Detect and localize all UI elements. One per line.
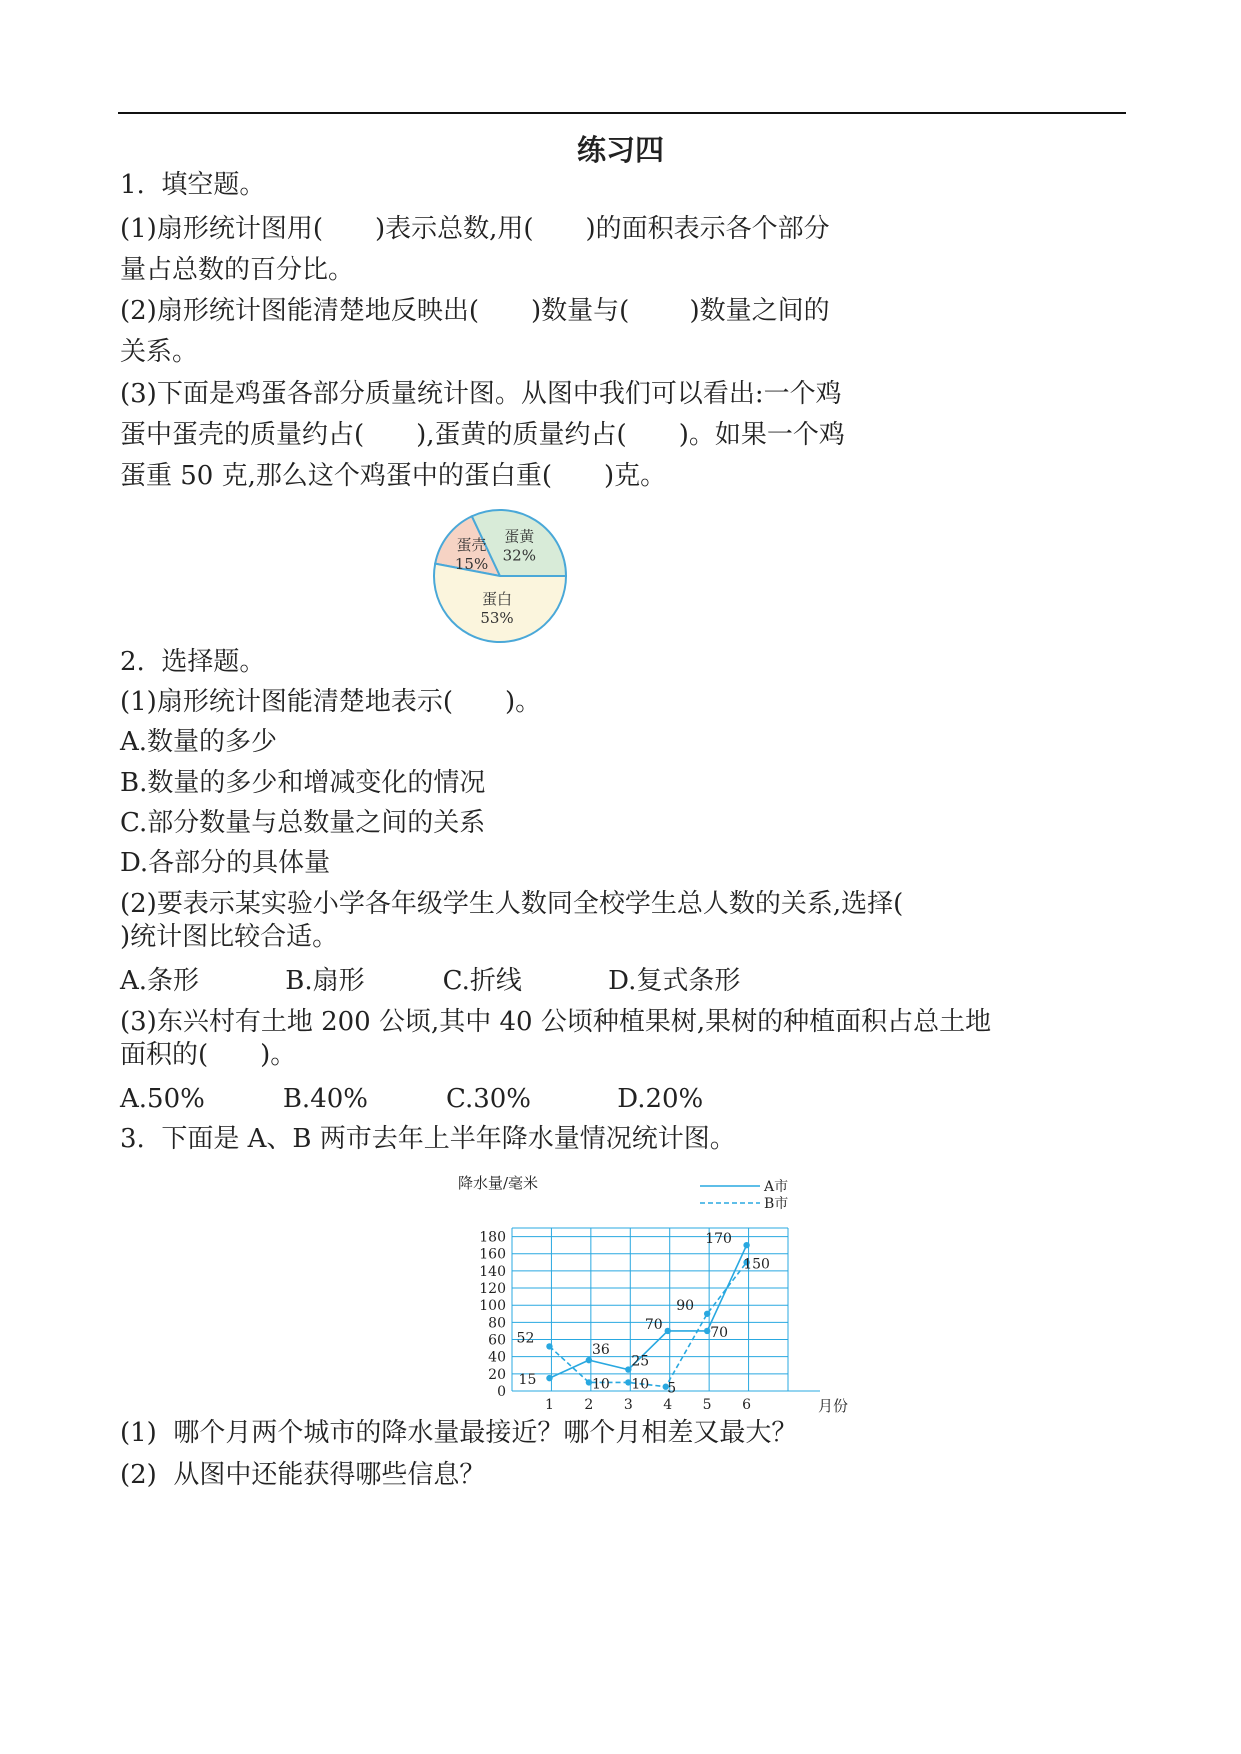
- q1-1-line1: (1)扇形统计图用( )表示总数,用( )的面积表示各个部分: [120, 214, 830, 244]
- series-a-point: [665, 1328, 671, 1334]
- y-tick-label: 60: [488, 1332, 506, 1349]
- y-tick-label: 100: [479, 1298, 506, 1315]
- series-b-data-label: 150: [743, 1256, 770, 1273]
- page-title: 练习四: [576, 133, 664, 167]
- q2-1-option-d: D.各部分的具体量: [120, 848, 331, 878]
- pie-slice-white-name: 蛋白: [481, 589, 512, 608]
- q1-3-line1: (3)下面是鸡蛋各部分质量统计图。从图中我们可以看出:一个鸡: [120, 379, 842, 409]
- pie-slice-shell-name: 蛋壳: [456, 535, 487, 554]
- q2-1-option-c: C.部分数量与总数量之间的关系: [120, 808, 486, 838]
- series-b-data-label: 52: [516, 1330, 535, 1347]
- q1-3-line3: 蛋重 50 克,那么这个鸡蛋中的蛋白重( )克。: [120, 461, 667, 491]
- x-tick-label: 5: [702, 1397, 712, 1413]
- series-b-data-label: 5: [667, 1380, 677, 1397]
- y-tick-label: 160: [479, 1246, 506, 1263]
- x-tick-label: 4: [663, 1397, 673, 1413]
- q3-1-question: (1) 哪个月两个城市的降水量最接近？哪个月相差又最大？: [120, 1418, 798, 1448]
- x-axis-label: 月份: [818, 1397, 849, 1415]
- q2-2-options: A.条形 B.扇形 C.折线 D.复式条形: [120, 966, 741, 996]
- series-a-data-label: 25: [631, 1353, 650, 1370]
- q1-1-line2: 量占总数的百分比。: [120, 255, 355, 285]
- series-a-data-label: 15: [518, 1372, 537, 1389]
- series-b-data-label: 10: [591, 1376, 610, 1393]
- y-tick-label: 180: [479, 1229, 506, 1246]
- q1-3-line2: 蛋中蛋壳的质量约占( ),蛋黄的质量约占( )。如果一个鸡: [120, 420, 845, 450]
- y-tick-label: 40: [488, 1349, 506, 1366]
- series-a-data-label: 70: [644, 1316, 663, 1333]
- series-b-data-label: 10: [631, 1376, 650, 1393]
- pie-slice-yolk-value: 32%: [502, 546, 536, 565]
- series-a-point: [546, 1375, 552, 1381]
- header-rule: [118, 112, 1126, 114]
- x-tick-label: 2: [584, 1397, 594, 1413]
- y-axis-label: 降水量/毫米: [458, 1174, 539, 1192]
- pie-slice-shell-value: 15%: [454, 554, 489, 573]
- y-tick-label: 20: [488, 1366, 506, 1383]
- q1-2-line1: (2)扇形统计图能清楚地反映出( )数量与( )数量之间的: [120, 296, 830, 326]
- series-b-data-label: 90: [676, 1297, 695, 1314]
- series-a-data-label: 170: [705, 1231, 732, 1248]
- series-a-data-label: 36: [591, 1342, 610, 1359]
- q3-heading: 3. 下面是 A、B 两市去年上半年降水量情况统计图。: [120, 1124, 736, 1154]
- y-tick-label: 140: [479, 1263, 506, 1280]
- series-b-point: [546, 1343, 552, 1349]
- q2-1-option-b: B.数量的多少和增减变化的情况: [120, 768, 486, 798]
- series-a-data-label: 70: [710, 1324, 729, 1341]
- legend-a-label: A市: [764, 1179, 789, 1195]
- series-b-point: [704, 1311, 710, 1317]
- q2-3-stem-line1: (3)东兴村有土地 200 公顷,其中 40 公顷种植果树,果树的种植面积占总土地: [120, 1007, 992, 1037]
- y-tick-label: 80: [488, 1315, 506, 1332]
- x-tick-label: 3: [623, 1397, 633, 1413]
- x-tick-label: 6: [742, 1397, 752, 1413]
- q2-2-stem-line2: )统计图比较合适。: [120, 922, 339, 952]
- q3-2-question: (2) 从图中还能获得哪些信息？: [120, 1460, 486, 1490]
- y-tick-label: 120: [479, 1281, 506, 1298]
- pie-slice-yolk-name: 蛋黄: [504, 527, 535, 546]
- egg-composition-pie-chart: [420, 500, 580, 650]
- q1-heading: 1. 填空题。: [120, 170, 266, 200]
- pie-slice-white-value: 53%: [480, 608, 514, 627]
- q2-1-option-a: A.数量的多少: [120, 727, 278, 757]
- q2-3-stem-line2: 面积的( )。: [120, 1040, 297, 1070]
- q2-2-stem-line1: (2)要表示某实验小学各年级学生人数同全校学生总人数的关系,选择(: [120, 889, 904, 919]
- q1-2-line2: 关系。: [120, 337, 199, 367]
- y-tick-label: 0: [497, 1384, 506, 1400]
- q2-heading: 2. 选择题。: [120, 647, 266, 677]
- series-a-point: [743, 1242, 749, 1248]
- legend-b-label: B市: [764, 1196, 789, 1212]
- q2-3-options: A.50% B.40% C.30% D.20%: [120, 1084, 704, 1114]
- x-tick-label: 1: [544, 1397, 554, 1413]
- q2-1-stem: (1)扇形统计图能清楚地表示( )。: [120, 687, 542, 717]
- rainfall-line-chart: [450, 1168, 850, 1418]
